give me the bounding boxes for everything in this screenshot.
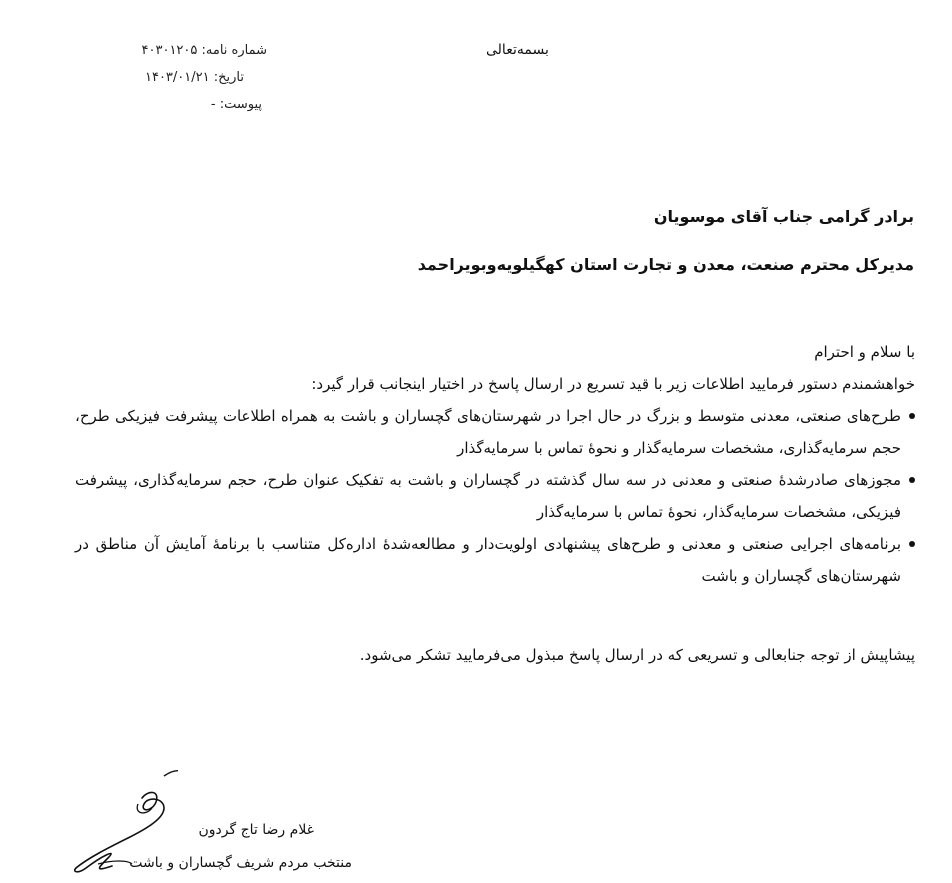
date-label: تاریخ: [213,70,244,85]
letter-number-label: شماره نامه: [201,43,267,58]
request-list [75,400,915,592]
attachment-value: - [210,97,216,112]
letter-body [75,336,915,592]
letter-number-row [142,43,267,58]
list-item-text: طرح‌های صنعتی، معدنی متوسط و بزرگ در حال اجرا در شهرستان‌های گچساران و باشت به همراه اطلاعات پیشرفت فیزیکی طرح، حجم سرمایه‌گذاری، مشخصات سرمایه‌گذار و نحوهٔ تماس با سرمایه‌گذار [75,407,901,457]
invocation: بسمه‌تعالی [486,42,549,58]
addressee-line-1: برادر گرامی جناب آقای موسویان [653,207,914,226]
addressee-block [654,207,914,226]
greeting: با سلام و احترام [814,343,915,361]
addressee-line-2: مدیرکل محترم صنعت، معدن و تجارت استان کهگیلویه‌وبویراحمد [417,255,914,274]
attachment-label: پیوست: [219,97,262,112]
attachment-row [211,97,262,112]
closing-sentence: پیشاپیش از توجه جنابعالی و تسریعی که در ارسال پاسخ مبذول می‌فرمایید تشکر می‌شود. [359,646,915,664]
list-item [75,464,915,528]
signatory-title: منتخب مردم شریف گچساران و باشت [129,855,352,871]
letter-number: ۴۰۳۰۱۲۰۵ [141,43,198,58]
addressee-block-2 [418,255,914,274]
list-item [75,528,915,592]
intro-paragraph: خواهشمندم دستور فرمایید اطلاعات زیر با قید تسریع در ارسال پاسخ در اختیار اینجانب قرار گیرد: [311,375,915,393]
list-item-text: مجوزهای صادرشدهٔ صنعتی و معدنی در سه سال گذشته در گچساران و باشت به تفکیک عنوان طرح، حجم سرمایه‌گذاری، پیشرفت فیزیکی، مشخصات سرمایه‌گذار، نحوهٔ تماس با سرمایه‌گذار [75,471,901,521]
bullet-icon [909,541,915,547]
signatory-name: غلام رضا تاج گردون [198,822,314,838]
bullet-icon [909,413,915,419]
list-item [75,400,915,464]
date-row [145,70,244,85]
date-value: ۱۴۰۳/۰۱/۲۱ [144,70,210,85]
bullet-icon [909,477,915,483]
list-item-text: برنامه‌های اجرایی صنعتی و معدنی و طرح‌های پیشنهادی اولویت‌دار و مطالعه‌شدهٔ اداره‌کل متناسب با برنامهٔ آمایش آن مناطق در شهرستان‌های گچساران و باشت [75,535,901,585]
